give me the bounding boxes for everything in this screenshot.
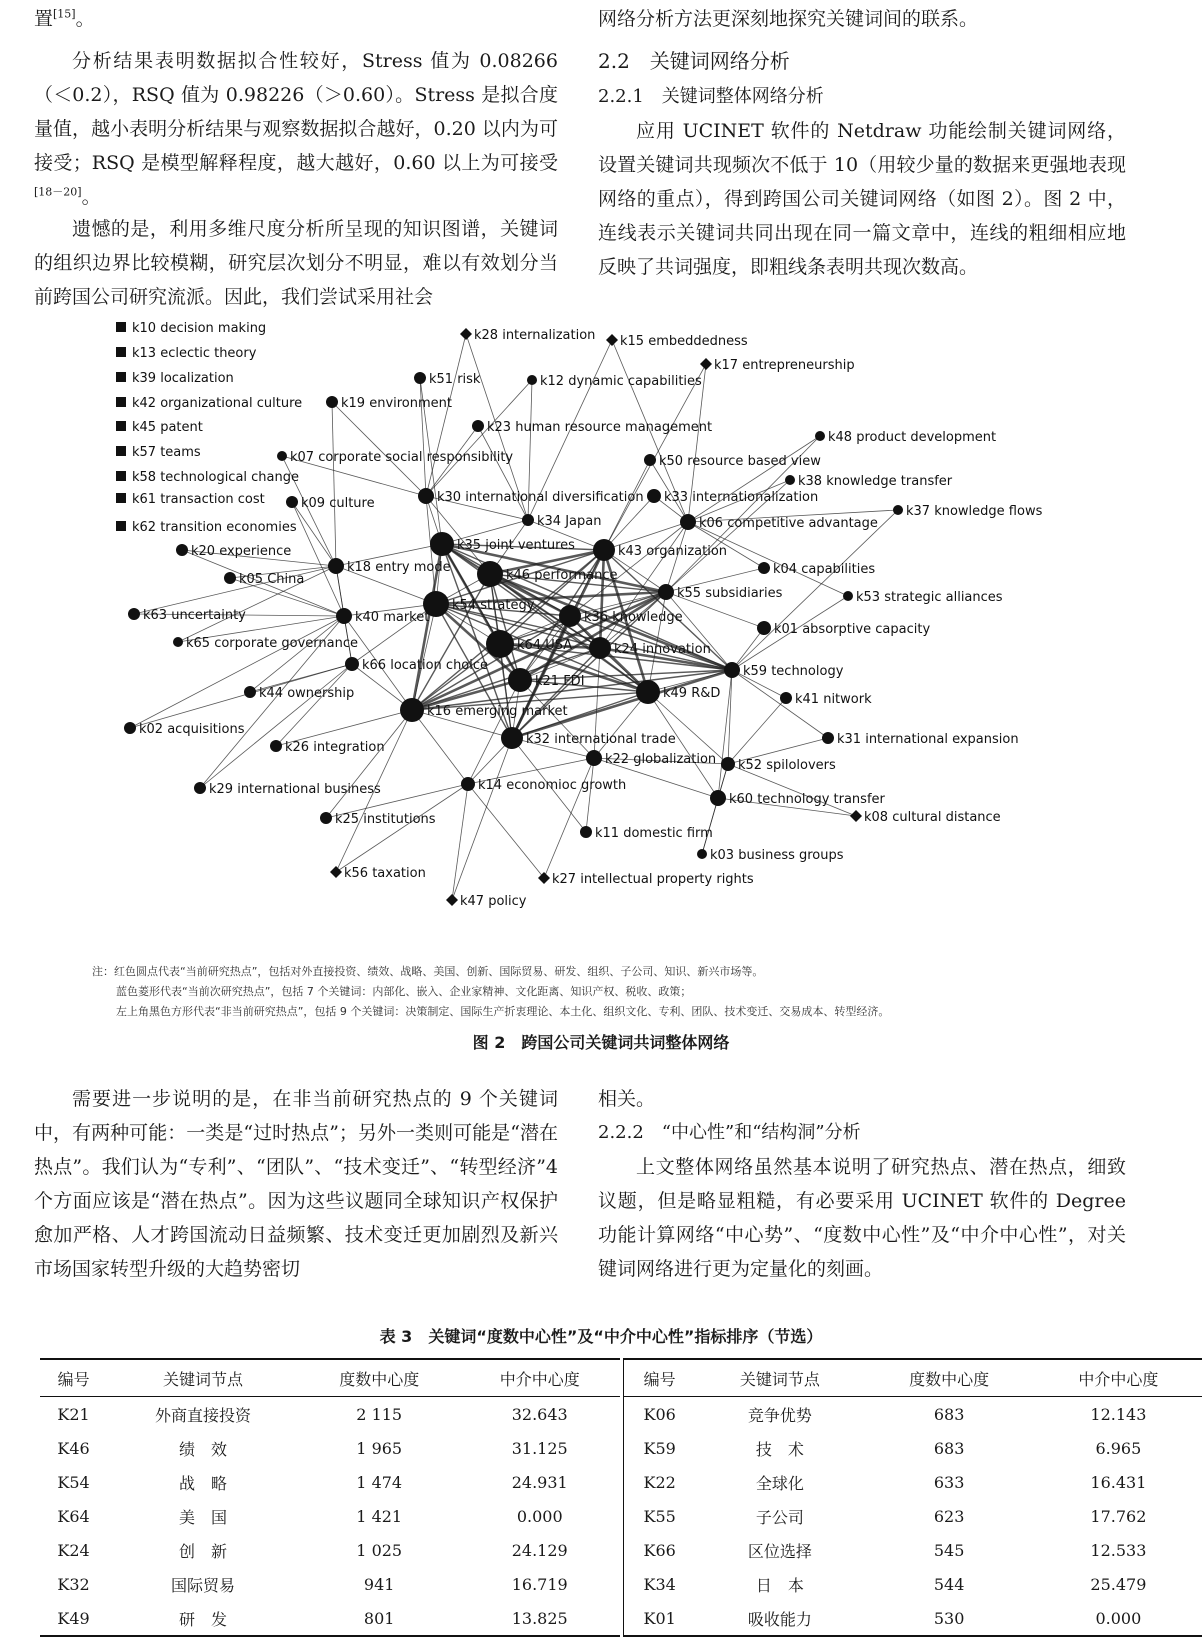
node-k64 bbox=[486, 630, 514, 658]
figure-legend bbox=[116, 321, 302, 535]
column-header: 度数中心度 bbox=[299, 1359, 460, 1397]
node-label-k05: k05 China bbox=[239, 572, 305, 587]
node-label-k56: k56 taxation bbox=[344, 866, 426, 881]
node-label-k14: k14 economioc growth bbox=[478, 778, 627, 793]
node-k35 bbox=[430, 532, 454, 556]
results-paragraph-text: 分析结果表明数据拟合性较好，Stress 值为 0.08266（＜0.2），RSQ 值为 0.98226（＞0.60）。Stress 是拟合度量值，越小表明分析结果与观察数据拟合越好，0.20 以内为可接受；RSQ 是模型解释程度，越大越好，0.60 以上为可接受 bbox=[34, 50, 558, 174]
node-k50 bbox=[644, 454, 656, 466]
node-label-k02: k02 acquisitions bbox=[139, 722, 245, 737]
legend-square bbox=[116, 521, 126, 531]
table-cell: 12.143 bbox=[1090, 1404, 1147, 1424]
left-top-fragment bbox=[34, 2, 564, 36]
node-k12 bbox=[527, 375, 537, 385]
node-label-k19: k19 environment bbox=[341, 396, 452, 411]
table-cell: 2 115 bbox=[356, 1404, 403, 1424]
node-label-k40: k40 market bbox=[355, 610, 430, 625]
node-k01 bbox=[757, 621, 771, 635]
table-cell: 24.931 bbox=[511, 1472, 568, 1492]
network-edge bbox=[728, 670, 732, 764]
node-label-k20: k20 experience bbox=[191, 544, 292, 559]
table-cell: K46 bbox=[57, 1438, 90, 1458]
table-header-row bbox=[624, 1359, 1202, 1397]
table-cell: 1 421 bbox=[356, 1506, 403, 1526]
node-label-k32: k32 international trade bbox=[526, 732, 676, 747]
node-label-k54: k54 strategy bbox=[452, 598, 535, 613]
node-label-k60: k60 technology transfer bbox=[729, 792, 885, 807]
network-method-paragraph: 应用 UCINET 软件的 Netdraw 功能绘制关键词网络，设置关键词共现频次不低于 10（用较少量的数据来更强地表现网络的重点），得到跨国公司关键词网络（如图 2）。图 2 中，连线表示关键词共同出现在同一篇文章中，连线的粗细相应地反映了共词强度，即粗线条表明共现次数高。 bbox=[598, 120, 1126, 278]
node-k63 bbox=[128, 608, 140, 620]
right-top-fragment: 网络分析方法更深刻地探究关键词间的联系。 bbox=[598, 8, 979, 30]
node-label-k38: k38 knowledge transfer bbox=[798, 474, 953, 489]
node-k08-diamond bbox=[850, 810, 862, 822]
results-paragraph-end: 。 bbox=[81, 186, 101, 208]
figure-notes bbox=[92, 962, 889, 1022]
node-label-k63: k63 uncertainty bbox=[143, 608, 246, 623]
node-k26 bbox=[270, 740, 282, 752]
node-label-k18: k18 entry mode bbox=[347, 560, 451, 575]
table-cell: 0.000 bbox=[516, 1506, 563, 1526]
table-cell: 1 474 bbox=[356, 1472, 403, 1492]
figure-note: 注：红色圆点代表“当前研究热点”，包括对外直接投资、绩效、战略、美国、创新、国际贸易、研发、组织、子公司、知识、新兴市场等。 bbox=[92, 965, 764, 978]
node-k38 bbox=[785, 475, 795, 485]
column-header: 中介中心度 bbox=[459, 1359, 620, 1397]
node-k06 bbox=[680, 514, 696, 530]
table-cell: 竞争优势 bbox=[747, 1405, 812, 1425]
network-edge bbox=[292, 502, 336, 566]
node-label-k01: k01 absorptive capacity bbox=[774, 622, 931, 637]
node-k33 bbox=[647, 489, 661, 503]
node-k05 bbox=[224, 572, 236, 584]
figure-caption: 图 2 跨国公司关键词共词整体网络 bbox=[472, 1033, 730, 1052]
table-row bbox=[40, 1397, 620, 1432]
citation-ref: [15] bbox=[53, 7, 76, 21]
legend-item-k62: k62 transition economies bbox=[132, 520, 297, 535]
table-cell: K54 bbox=[57, 1472, 90, 1492]
left-top-fragment-text: 置 bbox=[34, 8, 54, 30]
legend-item-k39: k39 localization bbox=[132, 371, 234, 386]
node-label-k55: k55 subsidiaries bbox=[677, 586, 783, 601]
table-cell: K01 bbox=[624, 1601, 696, 1636]
network-edge bbox=[544, 758, 594, 878]
table-cell: 544 bbox=[933, 1574, 965, 1594]
legend-item-k42: k42 organizational culture bbox=[132, 396, 303, 411]
node-label-k41: k41 nitwork bbox=[795, 692, 872, 707]
node-label-k15: k15 embeddedness bbox=[620, 334, 748, 349]
table-row bbox=[40, 1601, 620, 1636]
table-cell: K49 bbox=[40, 1601, 107, 1636]
node-k22 bbox=[586, 750, 602, 766]
legend-item-k58: k58 technological change bbox=[132, 470, 300, 485]
network-edge bbox=[452, 738, 512, 900]
results-paragraph bbox=[34, 44, 558, 214]
subsection-heading-network: 2.2.1 关键词整体网络分析 bbox=[598, 86, 824, 107]
table-cell: 绩 效 bbox=[179, 1439, 228, 1459]
table-cell: 研 发 bbox=[107, 1601, 299, 1636]
node-label-k49: k49 R&D bbox=[663, 686, 721, 701]
network-edge bbox=[134, 566, 336, 614]
legend-item-k57: k57 teams bbox=[132, 445, 201, 460]
node-label-k07: k07 corporate social responsibility bbox=[290, 450, 514, 465]
node-label-k26: k26 integration bbox=[285, 740, 385, 755]
node-k65 bbox=[173, 637, 183, 647]
node-k25 bbox=[320, 812, 332, 824]
node-k16 bbox=[400, 698, 424, 722]
node-k20 bbox=[176, 544, 188, 556]
node-k41 bbox=[780, 692, 792, 704]
subsection-heading-centrality: 2.2.2 “中心性”和“结构洞”分析 bbox=[598, 1122, 861, 1143]
centrality-table-left bbox=[40, 1358, 620, 1637]
node-label-k33: k33 internationalization bbox=[664, 490, 819, 505]
node-k40 bbox=[336, 608, 352, 624]
network-edge bbox=[604, 460, 650, 550]
network-edge bbox=[336, 784, 468, 872]
node-label-k24: k24 innovation bbox=[614, 642, 711, 657]
node-k44 bbox=[244, 686, 256, 698]
table-cell: 545 bbox=[933, 1540, 965, 1560]
node-k60 bbox=[710, 790, 726, 806]
node-label-k34: k34 Japan bbox=[537, 514, 602, 529]
network-edge bbox=[728, 698, 786, 764]
network-edge bbox=[332, 402, 426, 496]
table-cell: 1 965 bbox=[356, 1438, 403, 1458]
column-header: 关键词节点 bbox=[695, 1359, 864, 1397]
table-cell: 633 bbox=[933, 1472, 965, 1492]
table-cell: 吸收能力 bbox=[695, 1601, 864, 1636]
table-cell: 美 国 bbox=[179, 1507, 228, 1527]
node-label-k16: k16 emerging market bbox=[427, 704, 568, 719]
legend-item-k45: k45 patent bbox=[132, 420, 203, 435]
node-label-k04: k04 capabilities bbox=[773, 562, 876, 577]
node-k19 bbox=[326, 396, 338, 408]
node-k30 bbox=[418, 488, 434, 504]
table-row bbox=[624, 1431, 1202, 1465]
node-k21 bbox=[508, 668, 532, 692]
network-edge bbox=[412, 710, 468, 784]
table-cell: 6.965 bbox=[1095, 1438, 1142, 1458]
citation-ref: [18－20] bbox=[34, 185, 82, 199]
node-k02 bbox=[124, 722, 136, 734]
figure-note: 蓝色菱形代表“当前次研究热点”，包括 7 个关键词：内部化、嵌入、企业家精神、文化距离、知识产权、税收、政策； bbox=[116, 985, 692, 998]
table-cell: K59 bbox=[643, 1438, 676, 1458]
node-k55 bbox=[658, 584, 674, 600]
node-k07 bbox=[277, 451, 287, 461]
table-cell: K64 bbox=[57, 1506, 90, 1526]
node-k37 bbox=[893, 505, 903, 515]
network-edge bbox=[332, 402, 336, 566]
node-label-k65: k65 corporate governance bbox=[186, 636, 358, 651]
table-cell: 683 bbox=[933, 1404, 965, 1424]
node-label-k29: k29 international business bbox=[209, 782, 381, 797]
node-label-k28: k28 internalization bbox=[474, 328, 596, 343]
table-cell: 16.719 bbox=[511, 1574, 568, 1594]
table-cell: K55 bbox=[643, 1506, 676, 1526]
table-cell: K06 bbox=[643, 1404, 676, 1424]
potential-hotspots-paragraph: 需要进一步说明的是，在非当前研究热点的 9 个关键词中，有两种可能：一类是“过时热点”；另外一类则可能是“潜在热点”。我们认为“专利”、“团队”、“技术变迁”、“转型经济”4 个方面应该是“潜在热点”。因为这些议题同全球知识产权保护愈加严格、人才跨国流动日益频繁、技术变迁更加剧烈及新兴市场国家转型升级的大趋势密切 bbox=[34, 1088, 558, 1280]
node-label-k46: k46 performance bbox=[506, 568, 618, 583]
table-cell: 全球化 bbox=[755, 1473, 804, 1493]
node-k53 bbox=[843, 591, 853, 601]
node-k51 bbox=[414, 372, 426, 384]
node-label-k06: k06 competitive advantage bbox=[699, 516, 878, 531]
network-edge bbox=[688, 522, 848, 596]
node-k29 bbox=[194, 782, 206, 794]
node-k04 bbox=[758, 562, 770, 574]
table-cell: 战 略 bbox=[179, 1473, 228, 1493]
network-edge bbox=[586, 758, 594, 832]
table-row bbox=[624, 1499, 1202, 1533]
table-row bbox=[40, 1499, 620, 1533]
node-label-k48: k48 product development bbox=[828, 430, 997, 445]
legend-square bbox=[116, 421, 126, 431]
table-cell: 子公司 bbox=[755, 1507, 804, 1527]
table-cell: K22 bbox=[643, 1472, 676, 1492]
table-cell: 530 bbox=[865, 1601, 1034, 1636]
node-label-k52: k52 spilolovers bbox=[738, 758, 836, 773]
column-header: 中介中心度 bbox=[1034, 1359, 1202, 1397]
node-k31 bbox=[822, 732, 834, 744]
table-row bbox=[624, 1533, 1202, 1567]
column-header: 编号 bbox=[40, 1359, 107, 1397]
node-k49 bbox=[636, 680, 660, 704]
node-k18 bbox=[328, 558, 344, 574]
node-label-k08: k08 cultural distance bbox=[864, 810, 1001, 825]
figure-note: 左上角黑色方形代表“非当前研究热点”，包括 9 个关键词：决策制定、国际生产折衷理论、本土化、组织文化、专利、团队、技术变迁、交易成本、转型经济。 bbox=[116, 1005, 890, 1018]
table-cell: 941 bbox=[363, 1574, 395, 1594]
table-row bbox=[40, 1465, 620, 1499]
network-edge bbox=[594, 692, 648, 758]
legend-item-k13: k13 eclectic theory bbox=[132, 346, 257, 361]
node-k03 bbox=[697, 849, 707, 859]
table-caption: 表 3 关键词“度数中心性”及“中介中心性”指标排序（节选） bbox=[379, 1327, 823, 1346]
node-label-k11: k11 domestic firm bbox=[595, 826, 713, 841]
legend-square bbox=[116, 471, 126, 481]
node-k11 bbox=[580, 826, 592, 838]
table-cell: 技 术 bbox=[755, 1439, 804, 1459]
network-edge bbox=[478, 426, 528, 520]
legend-square bbox=[116, 372, 126, 382]
node-k24 bbox=[589, 637, 611, 659]
node-k66 bbox=[345, 657, 359, 671]
node-label-k17: k17 entrepreneurship bbox=[714, 358, 855, 373]
legend-square bbox=[116, 397, 126, 407]
node-k34 bbox=[522, 514, 534, 526]
table-cell: 国际贸易 bbox=[171, 1575, 236, 1595]
node-label-k25: k25 institutions bbox=[335, 812, 436, 827]
table-cell: 683 bbox=[933, 1438, 965, 1458]
table-cell: K66 bbox=[643, 1540, 676, 1560]
node-k43 bbox=[593, 539, 615, 561]
node-label-k66: k66 location choice bbox=[362, 658, 489, 673]
table-row bbox=[624, 1567, 1202, 1601]
node-label-k21: k21 FDI bbox=[535, 674, 585, 689]
table-row bbox=[624, 1465, 1202, 1499]
node-k17-diamond bbox=[700, 358, 712, 370]
node-k46 bbox=[477, 561, 503, 587]
legend-square bbox=[116, 446, 126, 456]
table-cell: K21 bbox=[57, 1404, 90, 1424]
node-label-k09: k09 culture bbox=[301, 496, 375, 511]
node-k59 bbox=[724, 662, 740, 678]
table-cell: 623 bbox=[933, 1506, 965, 1526]
table-row bbox=[40, 1533, 620, 1567]
network-edge bbox=[426, 334, 466, 496]
table-cell: 31.125 bbox=[511, 1438, 568, 1458]
node-label-k47: k47 policy bbox=[460, 894, 527, 909]
legend-square bbox=[116, 322, 126, 332]
node-k56-diamond bbox=[330, 866, 342, 878]
node-k28-diamond bbox=[460, 328, 472, 340]
lower-right-fragment: 相关。 bbox=[598, 1088, 656, 1110]
network-edge bbox=[276, 664, 352, 746]
table-row bbox=[40, 1431, 620, 1465]
node-label-k27: k27 intellectual property rights bbox=[552, 872, 754, 887]
table-row bbox=[40, 1567, 620, 1601]
table-cell: 1 025 bbox=[356, 1540, 403, 1560]
node-label-k36: k36 knowledge bbox=[584, 610, 683, 625]
centrality-paragraph: 上文整体网络虽然基本说明了研究热点、潜在热点，细致议题，但是略显粗糙，有必要采用 UCINET 软件的 Degree 功能计算网络“中心势”、“度数中心性”及“中介中心性”，对关键词网络进行更为定量化的刻画。 bbox=[598, 1156, 1126, 1280]
centrality-table-right bbox=[623, 1358, 1202, 1637]
node-k47-diamond bbox=[446, 894, 458, 906]
network-edge bbox=[250, 616, 344, 692]
node-k15-diamond bbox=[606, 334, 618, 346]
node-label-k35: k35 joint ventures bbox=[457, 538, 575, 553]
left-top-fragment-end: 。 bbox=[75, 8, 95, 30]
legend-square bbox=[116, 493, 126, 503]
table-row bbox=[624, 1601, 1202, 1636]
network-nodes bbox=[124, 328, 1043, 909]
limitation-paragraph: 遗憾的是，利用多维尺度分析所呈现的知识图谱，关键词的组织边界比较模糊，研究层次划分不明显，难以有效划分当前跨国公司研究流派。因此，我们尝试采用社会 bbox=[34, 218, 558, 308]
table-cell: K24 bbox=[57, 1540, 90, 1560]
table-cell: 外商直接投资 bbox=[155, 1405, 252, 1425]
node-label-k22: k22 globalization bbox=[605, 752, 717, 767]
node-label-k31: k31 international expansion bbox=[837, 732, 1019, 747]
network-edge bbox=[600, 550, 604, 648]
node-k52 bbox=[721, 757, 735, 771]
table-cell: 0.000 bbox=[1034, 1601, 1202, 1636]
node-label-k12: k12 dynamic capabilities bbox=[540, 374, 702, 389]
table-cell: 801 bbox=[299, 1601, 460, 1636]
node-k36 bbox=[559, 605, 581, 627]
node-k09 bbox=[286, 496, 298, 508]
table-cell: K32 bbox=[57, 1574, 90, 1594]
table-cell: 13.825 bbox=[459, 1601, 620, 1636]
node-label-k30: k30 international diversification bbox=[437, 490, 644, 505]
table-cell: 创 新 bbox=[179, 1541, 228, 1561]
network-edge bbox=[468, 784, 544, 878]
node-label-k53: k53 strategic alliances bbox=[856, 590, 1003, 605]
table-cell: 25.479 bbox=[1090, 1574, 1147, 1594]
table-cell: 32.643 bbox=[511, 1404, 568, 1424]
legend-item-k10: k10 decision making bbox=[132, 321, 267, 336]
table-header-row bbox=[40, 1359, 620, 1397]
column-header: 关键词节点 bbox=[107, 1359, 299, 1397]
column-header: 度数中心度 bbox=[865, 1359, 1034, 1397]
legend-square bbox=[116, 347, 126, 357]
column-header: 编号 bbox=[624, 1359, 696, 1397]
node-label-k50: k50 resource based view bbox=[659, 454, 821, 469]
node-label-k44: k44 ownership bbox=[259, 686, 355, 701]
table-cell: 17.762 bbox=[1090, 1506, 1147, 1526]
table-cell: 日 本 bbox=[755, 1575, 804, 1595]
node-label-k37: k37 knowledge flows bbox=[906, 504, 1043, 519]
keyword-network-figure bbox=[0, 318, 1202, 958]
node-k23 bbox=[472, 420, 484, 432]
network-edge bbox=[452, 784, 468, 900]
table-cell: K34 bbox=[643, 1574, 676, 1594]
node-label-k23: k23 human resource management bbox=[487, 420, 713, 435]
network-edge bbox=[600, 522, 688, 648]
node-label-k03: k03 business groups bbox=[710, 848, 844, 863]
table-row bbox=[624, 1397, 1202, 1432]
node-k27-diamond bbox=[538, 872, 550, 884]
node-label-k51: k51 risk bbox=[429, 372, 481, 387]
node-k14 bbox=[461, 777, 475, 791]
section-heading: 2.2 关键词网络分析 bbox=[598, 49, 790, 73]
table-cell: 16.431 bbox=[1090, 1472, 1147, 1492]
node-label-k43: k43 organization bbox=[618, 544, 728, 559]
legend-item-k61: k61 transaction cost bbox=[132, 492, 265, 507]
table-cell: 24.129 bbox=[511, 1540, 568, 1560]
table-cell: 12.533 bbox=[1090, 1540, 1147, 1560]
node-label-k64: k64 USA bbox=[517, 638, 573, 653]
table-cell: 区位选择 bbox=[747, 1541, 812, 1561]
node-k48 bbox=[815, 431, 825, 441]
node-k32 bbox=[501, 727, 523, 749]
node-label-k59: k59 technology bbox=[743, 664, 844, 679]
